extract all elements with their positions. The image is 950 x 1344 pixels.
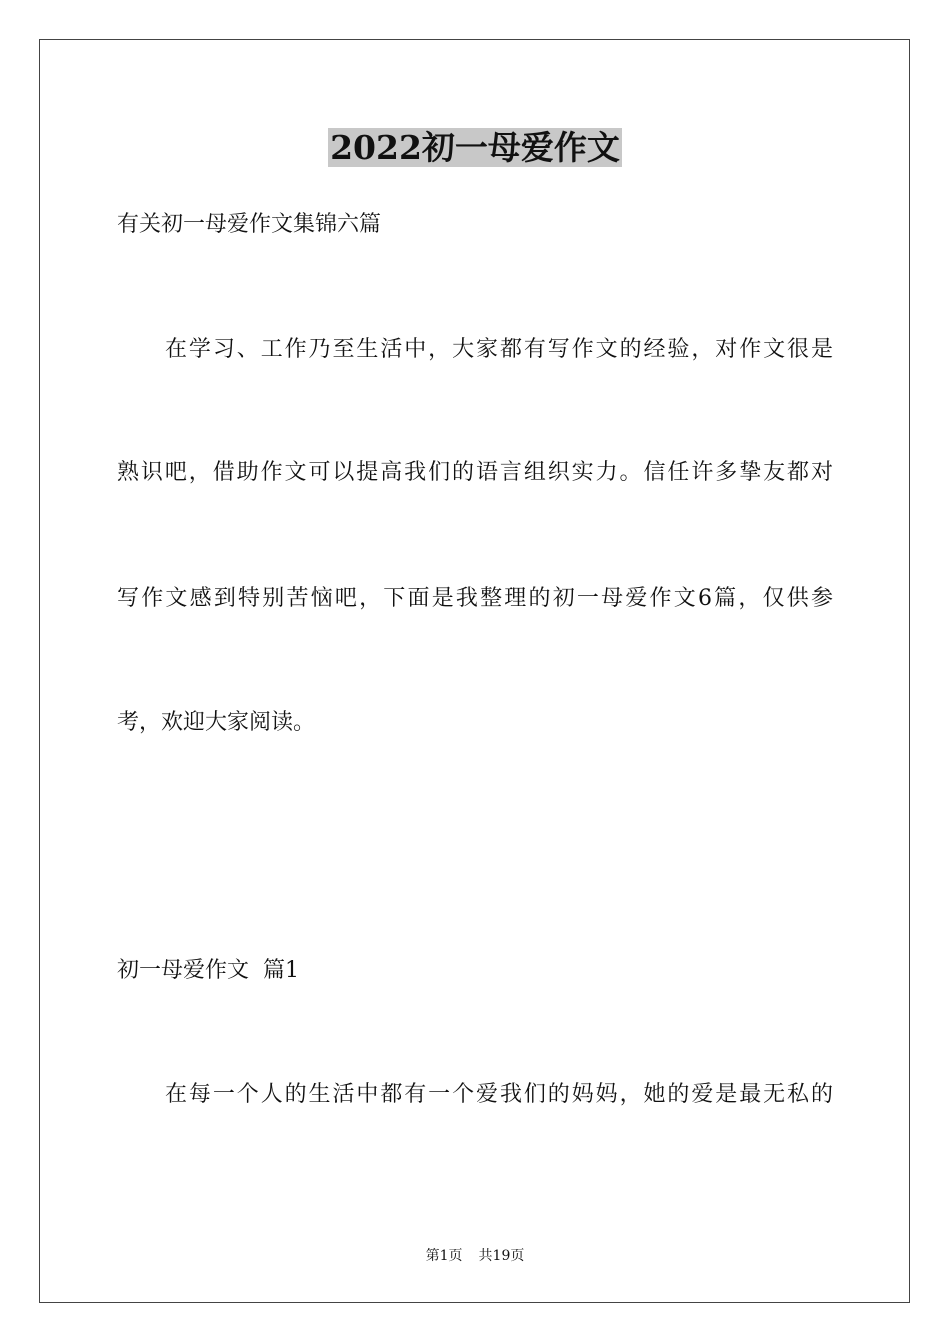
page-total: 共19页 <box>478 1248 525 1264</box>
intro-line-4: 考，欢迎大家阅读。 <box>117 710 316 735</box>
intro-line-1: 在学习、工作乃至生活中，大家都有写作文的经验，对作文很是 <box>165 337 833 362</box>
section-paragraph-line: 在每一个人的生活中都有一个爱我们的妈妈，她的爱是最无私的 <box>165 1082 833 1107</box>
section-heading: 初一母爱作文 篇1 <box>117 958 299 983</box>
document-subtitle: 有关初一母爱作文集锦六篇 <box>117 212 382 237</box>
page-footer <box>0 1246 950 1266</box>
intro-line-2: 熟识吧，借助作文可以提高我们的语言组织实力。信任许多挚友都对 <box>117 460 833 485</box>
page-number: 第1页 <box>425 1248 463 1264</box>
intro-line-3: 写作文感到特别苦恼吧，下面是我整理的初一母爱作文6篇，仅供参 <box>117 586 833 611</box>
document-title-text: 2022初一母爱作文 <box>330 128 620 167</box>
document-title <box>0 128 950 168</box>
